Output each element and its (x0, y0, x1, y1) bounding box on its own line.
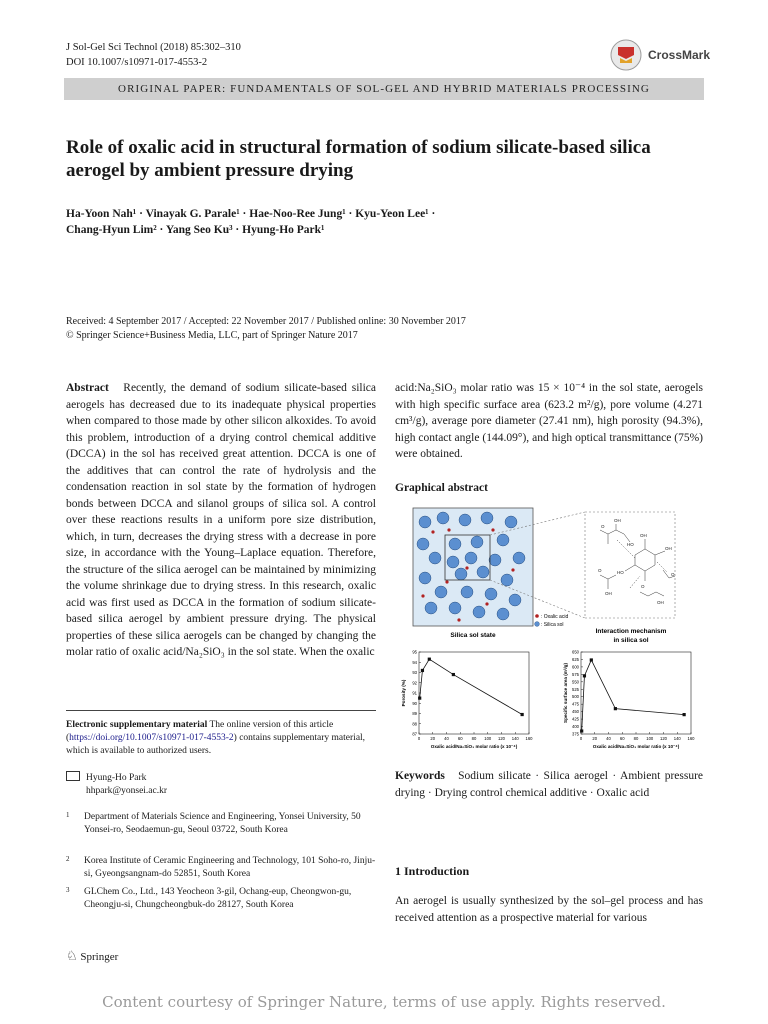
y-tick-label: 89 (412, 711, 417, 716)
x-tick-label: 140 (673, 736, 681, 741)
y-tick-label: 525 (572, 686, 579, 692)
data-point (683, 713, 686, 716)
svg-text:O: O (598, 568, 602, 573)
svg-text:O: O (641, 584, 645, 589)
article-type-banner: ORIGINAL PAPER: FUNDAMENTALS OF SOL-GEL AND HYBRID MATERIALS PROCESSING (64, 78, 704, 100)
svg-text:O: O (671, 572, 675, 577)
affiliation-1 (66, 811, 376, 837)
y-tick-label: 550 (572, 679, 579, 685)
affiliation-3 (66, 886, 376, 912)
y-tick-label: 91 (412, 690, 417, 696)
silica-sphere (449, 538, 461, 550)
y-tick-label: 400 (572, 724, 579, 730)
article-title: Role of oxalic acid in structural formation of sodium silicate-based silica aerogel by ambient pressure drying (66, 137, 651, 181)
oxalic-acid-dot (457, 618, 460, 621)
corresponding-email[interactable]: hhpark@yonsei.ac.kr (86, 786, 168, 796)
oxalic-acid-dot (431, 530, 434, 533)
introduction-heading: 1 Introduction (395, 864, 470, 878)
corresponding-name: Hyung-Ho Park (86, 773, 147, 783)
publication-history (66, 315, 466, 343)
y-axis-label: Porosity (%) (401, 679, 406, 707)
silica-sphere (509, 594, 521, 606)
courtesy-notice: Content courtesy of Springer Nature, terms of use apply. Rights reserved. (102, 993, 666, 1011)
y-axis-label: Specific surface area (m²/g) (563, 663, 568, 723)
silica-sphere (471, 536, 483, 548)
label-mechanism-2: in silica sol (613, 637, 649, 644)
x-tick-label: 60 (457, 736, 463, 741)
silica-sphere (477, 566, 489, 578)
silica-sphere (425, 602, 437, 614)
label-sol-state: Silica sol state (450, 632, 496, 639)
oxalic-acid-dot (511, 568, 514, 571)
abstract (66, 380, 376, 661)
graphical-abstract-heading: Graphical abstract (395, 482, 488, 494)
y-tick-label: 95 (412, 649, 417, 655)
y-tick-label: 500 (572, 694, 579, 700)
author-list (66, 206, 706, 238)
silica-legend-marker (535, 622, 540, 627)
silica-sphere (473, 606, 485, 618)
svg-text:O: O (601, 524, 605, 529)
affiliation-2 (66, 855, 376, 881)
label-mechanism-1: Interaction mechanism (595, 628, 667, 635)
silica-sphere (455, 568, 467, 580)
x-tick-label: 160 (525, 736, 533, 741)
oxalic-acid-dot (447, 528, 450, 531)
silica-sphere (447, 556, 459, 568)
y-tick-label: 90 (412, 700, 417, 706)
svg-text:OH: OH (614, 518, 621, 523)
chart-frame (581, 652, 691, 734)
affiliation-number: 1 (66, 811, 70, 819)
esm-link[interactable]: https://doi.org/10.1007/s10971-017-4553-2 (69, 733, 234, 743)
data-point (418, 697, 421, 700)
esm-text-2: ) contains supplementary material, which is available to authorized users. (66, 733, 366, 756)
x-tick-label: 140 (511, 736, 519, 741)
svg-text:OH: OH (640, 533, 647, 538)
legend-oxalic: : Oxalic acid (541, 614, 569, 620)
svg-text:OH: OH (665, 546, 672, 551)
legend-silica: : Silica sol (541, 622, 564, 628)
oxalic-legend-marker (535, 614, 539, 618)
svg-text:OH: OH (657, 600, 664, 605)
x-tick-label: 0 (417, 736, 421, 741)
x-tick-label: 100 (484, 736, 492, 741)
esm-divider (66, 710, 376, 711)
y-tick-label: 87 (412, 731, 417, 737)
silica-sphere (429, 552, 441, 564)
keywords-label: Keywords (395, 770, 445, 782)
silica-sphere (497, 608, 509, 620)
chart-frame (419, 652, 529, 734)
esm-label: Electronic supplementary material (66, 720, 208, 730)
abstract-continued: acid:Na₂SiO₃ molar ratio was 15 × 10⁻⁴ in the sol state, aerogels with high specific surface area (623.2 m²/g), pore volume (4.271 cm³/g), average pore diameter (27.41 nm), high porosity (94.3%), high contact angle (144.09°), and high optical transmittance (75%) were obtained. (395, 382, 703, 460)
received-dates: Received: 4 September 2017 / Accepted: 22 November 2017 / Published online: 30 November 2017 (66, 316, 466, 327)
x-tick-label: 100 (646, 736, 654, 741)
journal-citation: J Sol-Gel Sci Technol (2018) 85:302–310 (66, 42, 241, 53)
y-tick-label: 450 (572, 709, 579, 715)
x-tick-label: 60 (619, 736, 625, 741)
y-tick-label: 575 (572, 671, 579, 677)
envelope-icon (66, 771, 80, 781)
data-point (590, 658, 593, 661)
corresponding-author (66, 770, 167, 798)
affiliation-text: Department of Materials Science and Engineering, Yonsei University, 50 Yonsei-ro, Seodaemun-gu, Seoul 03722, South Korea (84, 812, 361, 835)
silica-sphere (461, 586, 473, 598)
svg-text:HO: HO (627, 542, 634, 547)
data-point (452, 673, 455, 676)
keywords-text: Sodium silicate · Silica aerogel · Ambient pressure drying · Drying control chemical additive · Oxalic acid (395, 770, 704, 799)
silica-sphere (489, 554, 501, 566)
supplementary-material-note (66, 719, 376, 758)
affiliation-number: 2 (66, 855, 70, 863)
y-tick-label: 425 (572, 716, 579, 722)
silica-sphere (417, 538, 429, 550)
publisher-name: Springer (80, 951, 119, 963)
journal-info (66, 40, 241, 70)
introduction-text: An aerogel is usually synthesized by the sol–gel process and has received attention as a prospective material for various (395, 895, 703, 924)
y-tick-label: 650 (572, 649, 579, 655)
x-tick-label: 40 (606, 736, 611, 741)
x-tick-label: 80 (633, 736, 639, 741)
x-tick-label: 20 (430, 736, 436, 741)
y-tick-label: 92 (412, 680, 417, 686)
silica-sphere (505, 516, 517, 528)
authors-line-2: Chang-Hyun Lim² · Yang Seo Ku³ · Hyung-Ho Park¹ (66, 224, 325, 236)
keywords (395, 768, 703, 801)
x-tick-label: 40 (444, 736, 449, 741)
abstract-text: Recently, the demand of sodium silicate-based silica aerogels has decreased due to its inadequate physical properties when compared to those made by other silicon alkoxides. To avoid this problem, introduction of a drying control chemical additive (DCCA) in the sol has received great attention. DCCA is one of the additives that can control the rate of hydrolysis and the condensation reaction in sol state by the formation of hydrogen bonds between DCCA and silanol groups of silica sol. A control over these reactions results in a uniform pore size distribution, which, in turn, decreases the drying stress with a decrease in pore size, in accordance with the Young–Laplace equation. Therefore, the structure of the silica aerogel can be maintained by minimizing the volume shrinkage due to drying stress. In this research, oxalic acid was first used as DCCA in the formation of sodium silicate-based silica aerogel by ambient pressure drying. The physical properties of these silica aerogels can be changed by changing the molar ratio of oxalic acid/Na₂SiO₃ in the sol state. When the oxalic (66, 382, 376, 658)
abstract-label: Abstract (66, 382, 109, 394)
x-tick-label: 120 (660, 736, 667, 741)
oxalic-acid-dot (491, 528, 494, 531)
graphical-abstract-figure (395, 500, 705, 758)
crossmark-label: CrossMark (648, 48, 711, 62)
silica-sphere (419, 572, 431, 584)
authors-line-1: Ha-Yoon Nah¹ · Vinayak G. Parale¹ · Hae-Noo-Ree Jung¹ · Kyu-Yeon Lee¹ · (66, 208, 436, 220)
oxalic-acid-dot (465, 566, 468, 569)
svg-text:HO: HO (617, 570, 624, 575)
silica-sphere (449, 602, 461, 614)
x-axis-label: Oxalic acid/Na₂SiO₃ molar ratio (x 10⁻⁴) (592, 744, 680, 749)
y-tick-label: 625 (572, 656, 579, 662)
x-tick-label: 0 (579, 736, 583, 741)
silica-sphere (465, 552, 477, 564)
silica-sphere (435, 586, 447, 598)
affiliation-text: GLChem Co., Ltd., 143 Yeocheon 3-gil, Ochang-eup, Cheongwon-gu, Cheongju-si, Chungcheongbuk-do 28127, South Korea (84, 887, 352, 910)
silica-sphere (481, 512, 493, 524)
crossmark-badge[interactable] (608, 38, 728, 72)
x-tick-label: 20 (592, 736, 598, 741)
svg-text:OH: OH (605, 591, 612, 596)
data-point (583, 674, 586, 677)
series-line (582, 660, 684, 731)
copyright: © Springer Science+Business Media, LLC, part of Springer Nature 2017 (66, 330, 358, 341)
x-axis-label: Oxalic acid/Na₂SiO₃ molar ratio (x 10⁻⁴) (430, 744, 518, 749)
oxalic-acid-dot (485, 602, 488, 605)
x-tick-label: 160 (687, 736, 695, 741)
silica-sphere (485, 588, 497, 600)
y-tick-label: 88 (412, 721, 417, 727)
y-tick-label: 375 (572, 731, 579, 737)
y-tick-label: 600 (572, 664, 579, 670)
doi[interactable]: DOI 10.1007/s10971-017-4553-2 (66, 57, 208, 68)
x-tick-label: 80 (471, 736, 477, 741)
silica-sphere (437, 512, 449, 524)
surface-area-chart (563, 650, 695, 750)
y-tick-label: 475 (572, 701, 579, 707)
silica-sphere (459, 514, 471, 526)
series-line (420, 659, 522, 714)
silica-sphere (501, 574, 513, 586)
y-tick-label: 93 (412, 670, 417, 675)
silica-sphere (419, 516, 431, 528)
data-point (521, 713, 524, 716)
data-point (421, 669, 424, 672)
affiliation-number: 3 (66, 886, 70, 894)
crossmark-icon (608, 38, 644, 72)
data-point (580, 729, 583, 732)
data-point (614, 707, 617, 710)
oxalic-acid-dot (445, 580, 448, 583)
data-point (428, 658, 431, 661)
affiliation-text: Korea Institute of Ceramic Engineering and Technology, 101 Soho-ro, Jinju-si, Gyeongsangnam-do 52851, South Korea (84, 856, 376, 879)
porosity-chart (401, 650, 533, 750)
silica-sphere (513, 552, 525, 564)
y-tick-label: 94 (412, 659, 417, 665)
x-tick-label: 120 (498, 736, 505, 741)
springer-horse-icon: ♘ (66, 948, 78, 963)
esm-text-1: The online version of this article ( (66, 720, 334, 743)
silica-sphere (497, 534, 509, 546)
oxalic-acid-dot (421, 594, 424, 597)
publisher-logo (66, 948, 118, 964)
